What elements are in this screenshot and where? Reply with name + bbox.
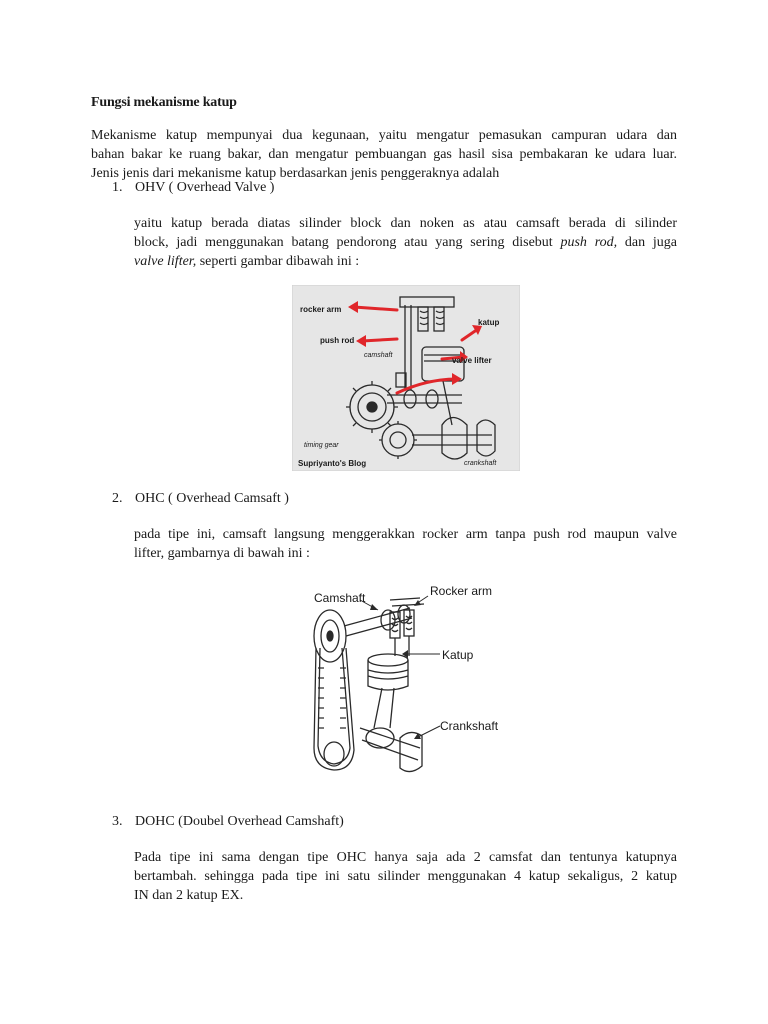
label-push-rod: push rod — [320, 336, 355, 345]
list-item-ohv-heading — [112, 178, 274, 197]
description-line: pada tipe ini, camsaft langsung menggerakkan rocker arm tanpa push rod maupun valve — [134, 527, 677, 542]
description-line: yaitu katup berada diatas silinder block dan noken as atau camsaft berada di silinder — [134, 216, 677, 231]
watermark-text: Supriyanto's Blog — [298, 459, 367, 468]
label-rocker-arm: Rocker arm — [430, 584, 493, 598]
list-number: 1. — [112, 180, 123, 195]
label-katup: katup — [478, 318, 500, 327]
label-camshaft: camshaft — [364, 352, 393, 359]
ohc-description — [134, 525, 677, 563]
description-line: Pada tipe ini sama dengan tipe OHC hanya saja ada 2 camsfat dan tentunya katupnya — [134, 850, 677, 865]
description-line: valve lifter, seperti gambar dibawah ini : — [134, 254, 360, 269]
push-rod-term: push rod, — [560, 235, 618, 250]
dohc-description — [134, 848, 677, 905]
list-number: 3. — [112, 814, 123, 829]
ohv-description — [134, 214, 677, 271]
list-item-title: OHV ( Overhead Valve ) — [135, 180, 275, 195]
intro-line: Mekanisme katup mempunyai dua kegunaan, yaitu mengatur pemasukan campuran udara dan — [91, 128, 677, 143]
list-item-dohc-heading — [112, 812, 344, 831]
description-line: IN dan 2 katup EX. — [134, 888, 244, 903]
label-timing-gear: timing gear — [304, 442, 339, 449]
description-line: bertambah. sehingga pada tipe ini satu silinder menggunakan 4 katup sekaligus, 2 katup — [134, 869, 677, 884]
label-valve-lifter: valve lifter — [452, 356, 492, 365]
description-line: block, jadi menggunakan batang pendorong atau yang sering disebut push rod, dan juga — [134, 235, 677, 250]
list-item-ohc-heading — [112, 489, 289, 508]
ohv-diagram — [292, 285, 520, 471]
page-title: Fungsi mekanisme katup — [91, 95, 237, 110]
label-crankshaft: Crankshaft — [440, 719, 499, 733]
intro-line: bahan bakar ke ruang bakar, dan mengatur pembuangan gas hasil sisa pembakaran ke udara luar. — [91, 147, 677, 162]
intro-line: Jenis jenis dari mekanisme katup berdasarkan jenis penggeraknya adalah — [91, 166, 500, 181]
label-crankshaft: crankshaft — [464, 460, 497, 467]
label-rocker-arm: rocker arm — [300, 305, 342, 314]
list-item-title: DOHC (Doubel Overhead Camshaft) — [135, 814, 344, 829]
valve-lifter-term: valve lifter, — [134, 254, 197, 269]
intro-paragraph — [91, 126, 677, 183]
description-line: lifter, gambarnya di bawah ini : — [134, 546, 310, 561]
label-camshaft: Camshaft — [314, 591, 366, 605]
ohc-diagram — [300, 578, 512, 788]
label-katup: Katup — [442, 648, 474, 662]
list-number: 2. — [112, 491, 123, 506]
list-item-title: OHC ( Overhead Camsaft ) — [135, 491, 289, 506]
